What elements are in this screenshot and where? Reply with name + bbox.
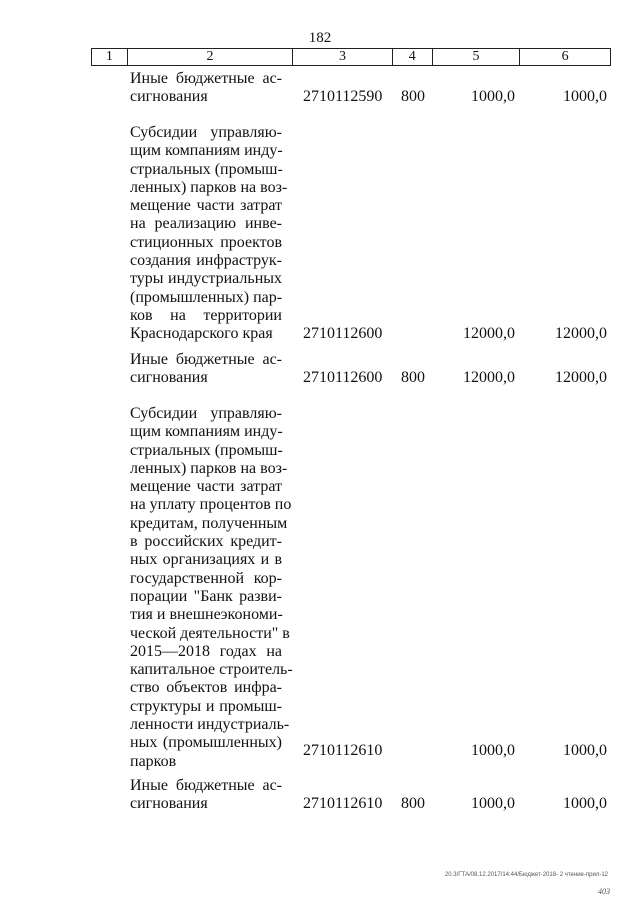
budget-code: 2710112600 (303, 325, 383, 342)
column-number-2: 2 (128, 49, 293, 65)
description-line: сигнования (130, 795, 208, 813)
description-line: ство объектов инфра- (130, 679, 282, 697)
column-number-3: 3 (293, 49, 393, 65)
description-line: (промышленных) пар- (130, 288, 283, 306)
amount-column-5: 1000,0 (471, 795, 515, 812)
amount-column-6: 1000,0 (563, 742, 607, 759)
amount-column-6: 1000,0 (563, 795, 607, 812)
description-line: ков на территории (130, 306, 282, 324)
description-line: капитальное строитель- (130, 661, 293, 679)
description-line: структуры и промыш- (130, 697, 282, 715)
budget-code: 2710112590 (303, 88, 383, 105)
description-line: щим компаниям инду- (130, 142, 283, 160)
description-line: Иные бюджетные ас- (130, 70, 282, 87)
description-line: мещение части затрат (130, 478, 282, 496)
table-row-description (130, 351, 282, 388)
description-line: ческой деятельности" в (130, 624, 290, 642)
description-line: щим компаниям инду- (130, 423, 283, 441)
description-line: Краснодарского края (130, 325, 273, 343)
table-column-header (91, 48, 611, 66)
budget-code: 2710112610 (303, 742, 383, 759)
description-line: ных (промышленных) (130, 734, 282, 752)
description-line: в российских кредит- (130, 533, 282, 551)
expense-type: 800 (401, 369, 425, 386)
column-number-6: 6 (561, 49, 569, 64)
table-row-description (130, 405, 293, 771)
column-number-4: 4 (393, 49, 433, 65)
description-line: на уплату процентов по (130, 496, 292, 514)
amount-column-6: 1000,0 (563, 88, 607, 105)
description-line: парков (130, 752, 177, 770)
description-line: мещение части затрат (130, 197, 282, 215)
description-line: стриальных (промыш- (130, 160, 283, 178)
description-line: сигнования (130, 88, 208, 106)
footer-page-code: 403 (598, 887, 610, 896)
description-line: стиционных проектов (130, 233, 282, 251)
description-line: ленности индустриаль- (130, 716, 290, 734)
amount-column-5: 12000,0 (463, 325, 515, 342)
page-number: 182 (308, 30, 332, 46)
description-line: туры индустриальных (130, 270, 282, 288)
expense-type: 800 (401, 795, 425, 812)
description-line: Иные бюджетные ас- (130, 777, 282, 794)
description-line: 2015—2018 годах на (130, 642, 282, 660)
description-line: стриальных (промыш- (130, 441, 283, 459)
amount-column-6: 12000,0 (555, 369, 607, 386)
column-number-5: 5 (433, 49, 521, 65)
description-line: ленных) парков на воз- (130, 459, 288, 477)
footer-stamp: 20.3/ГТА/08.12.2017/14:44/Бюджет-2018- 2 чтение-прил-12 (444, 872, 608, 878)
column-number-1: 1 (92, 49, 128, 65)
description-line: государственной кор- (130, 569, 282, 587)
table-row-description (130, 70, 282, 107)
budget-code: 2710112610 (303, 795, 383, 812)
description-line: ных организациях и в (130, 551, 282, 569)
description-line: на реализацию инве- (130, 215, 282, 233)
description-line: создания инфраструк- (130, 252, 282, 270)
budget-code: 2710112600 (303, 369, 383, 386)
description-line: сигнования (130, 369, 208, 387)
description-line: тия и внешнеэкономи- (130, 606, 283, 624)
amount-column-5: 12000,0 (463, 369, 515, 386)
amount-column-5: 1000,0 (471, 742, 515, 759)
description-line: кредитам, полученным (130, 514, 288, 532)
description-line: Субсидии управляю- (130, 405, 282, 422)
description-line: Субсидии управляю- (130, 124, 282, 141)
description-line: порации "Банк разви- (130, 587, 282, 605)
expense-type: 800 (401, 88, 425, 105)
amount-column-6: 12000,0 (555, 325, 607, 342)
description-line: Иные бюджетные ас- (130, 351, 282, 368)
table-row-description (130, 124, 288, 344)
amount-column-5: 1000,0 (471, 88, 515, 105)
description-line: ленных) парков на воз- (130, 178, 288, 196)
table-row-description (130, 777, 282, 814)
